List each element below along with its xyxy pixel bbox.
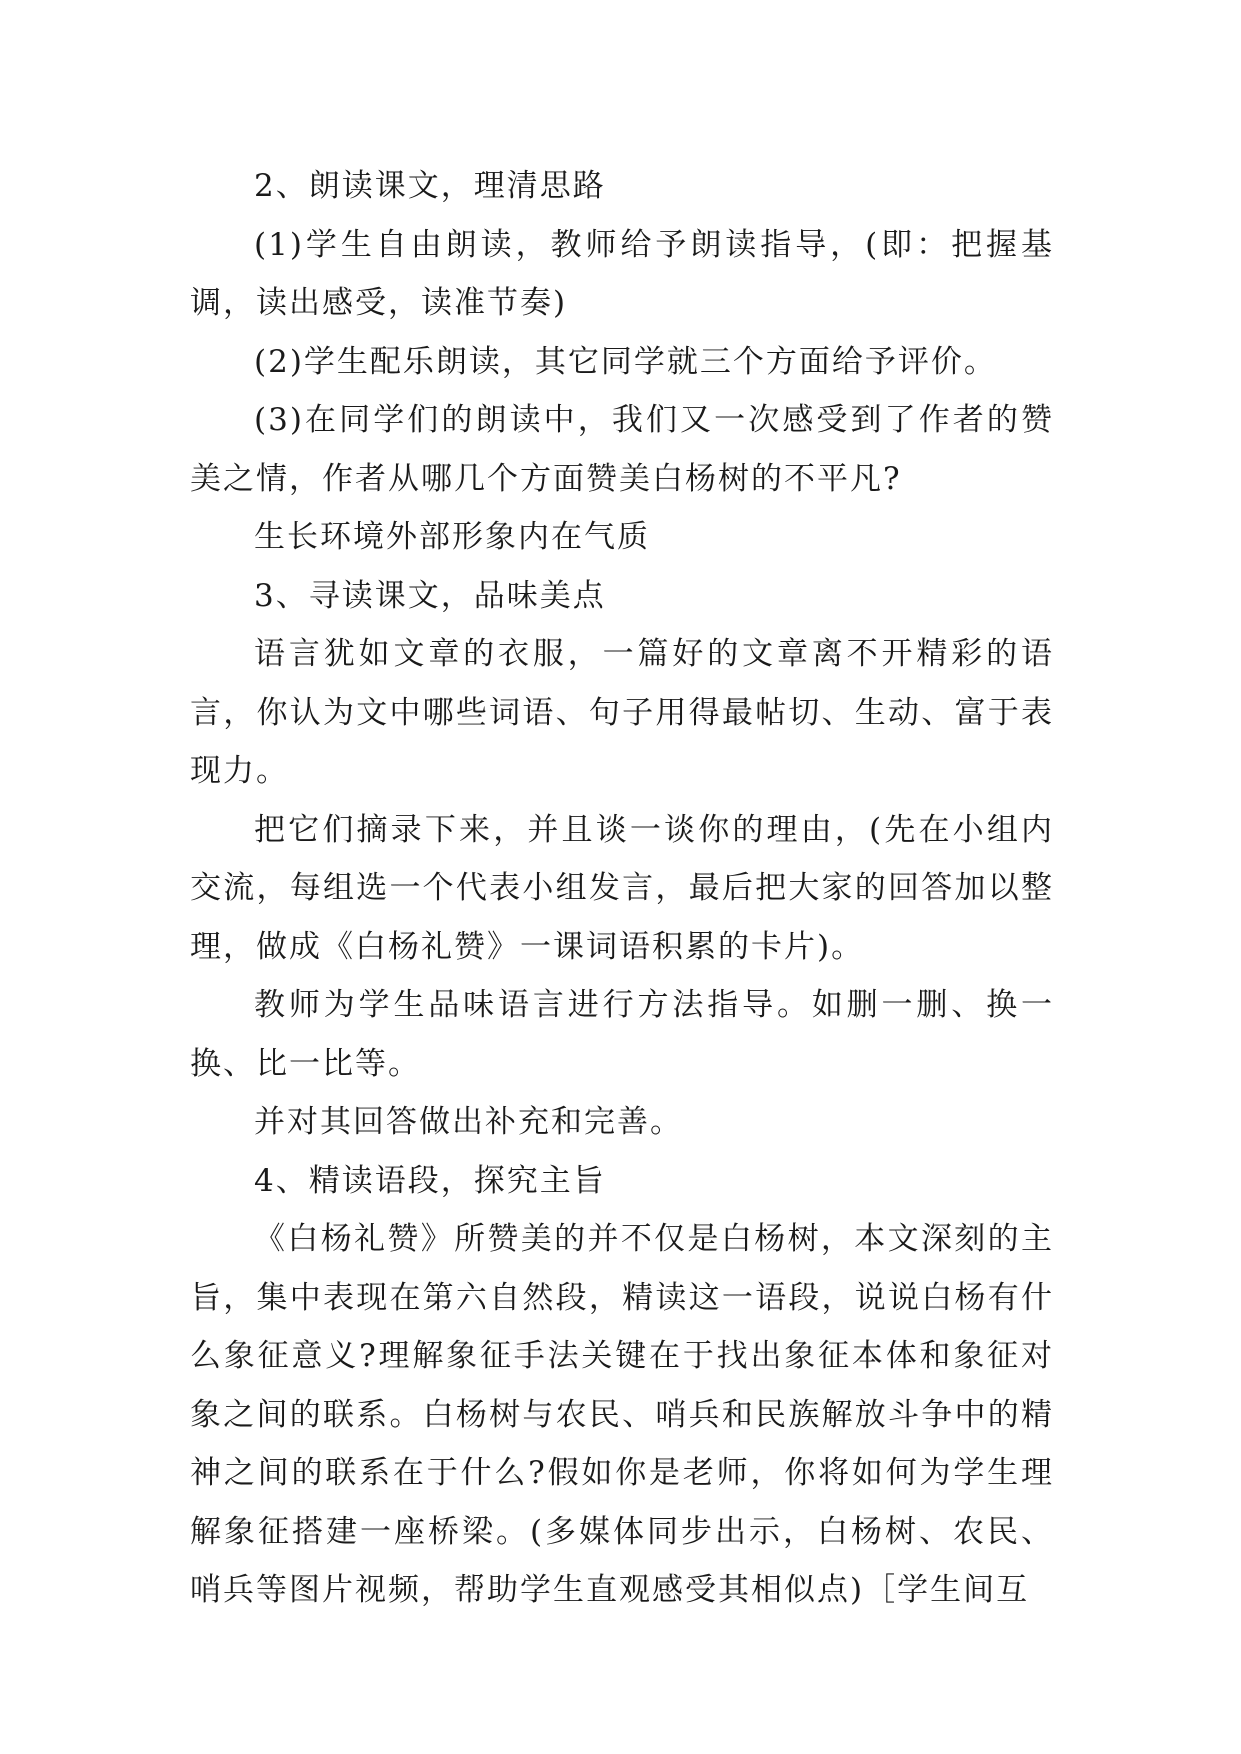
- paragraph-method: 教师为学生品味语言进行方法指导。如删一删、换一换、比一比等。: [190, 987, 1054, 1082]
- paragraph-heading-4: 4、精读语段，探究主旨: [254, 1162, 606, 1199]
- paragraph-language: 语言犹如文章的衣服，一篇好的文章离不开精彩的语言，你认为文中哪些词语、句子用得最帖切、生动、富于表现力。: [190, 636, 1054, 789]
- paragraph-aspects: 生长环境外部形象内在气质: [254, 519, 650, 555]
- paragraph-step-1: (1)学生自由朗读，教师给予朗读指导，(即：把握基调，读出感受，读准节奏): [190, 226, 1054, 321]
- paragraph-step-3: (3)在同学们的朗读中，我们又一次感受到了作者的赞美之情，作者从哪几个方面赞美白杨树的不平凡?: [190, 402, 1054, 497]
- document-body: [190, 157, 1054, 1620]
- paragraph-step-2: (2)学生配乐朗读，其它同学就三个方面给予评价。: [254, 343, 997, 380]
- paragraph-heading-3: 3、寻读课文，品味美点: [254, 577, 606, 614]
- paragraph-heading-2: 2、朗读课文，理清思路: [254, 168, 606, 204]
- paragraph-theme: 《白杨礼赞》所赞美的并不仅是白杨树，本文深刻的主旨，集中表现在第六自然段，精读这一语段，说说白杨有什么象征意义?理解象征手法关键在于找出象征本体和象征对象之间的联系。白杨树与农民、哨兵和民族解放斗争中的精神之间的联系在于什么?假如你是老师，你将如何为学生理解象征搭建一座桥梁。(多媒体同步出示，白杨树、农民、哨兵等图片视频，帮助学生直观感受其相似点)［学生间互: [190, 1221, 1054, 1608]
- paragraph-excerpt: 把它们摘录下来，并且谈一谈你的理由，(先在小组内交流，每组选一个代表小组发言，最后把大家的回答加以整理，做成《白杨礼赞》一课词语积累的卡片)。: [190, 811, 1054, 965]
- paragraph-supplement: 并对其回答做出补充和完善。: [254, 1104, 683, 1140]
